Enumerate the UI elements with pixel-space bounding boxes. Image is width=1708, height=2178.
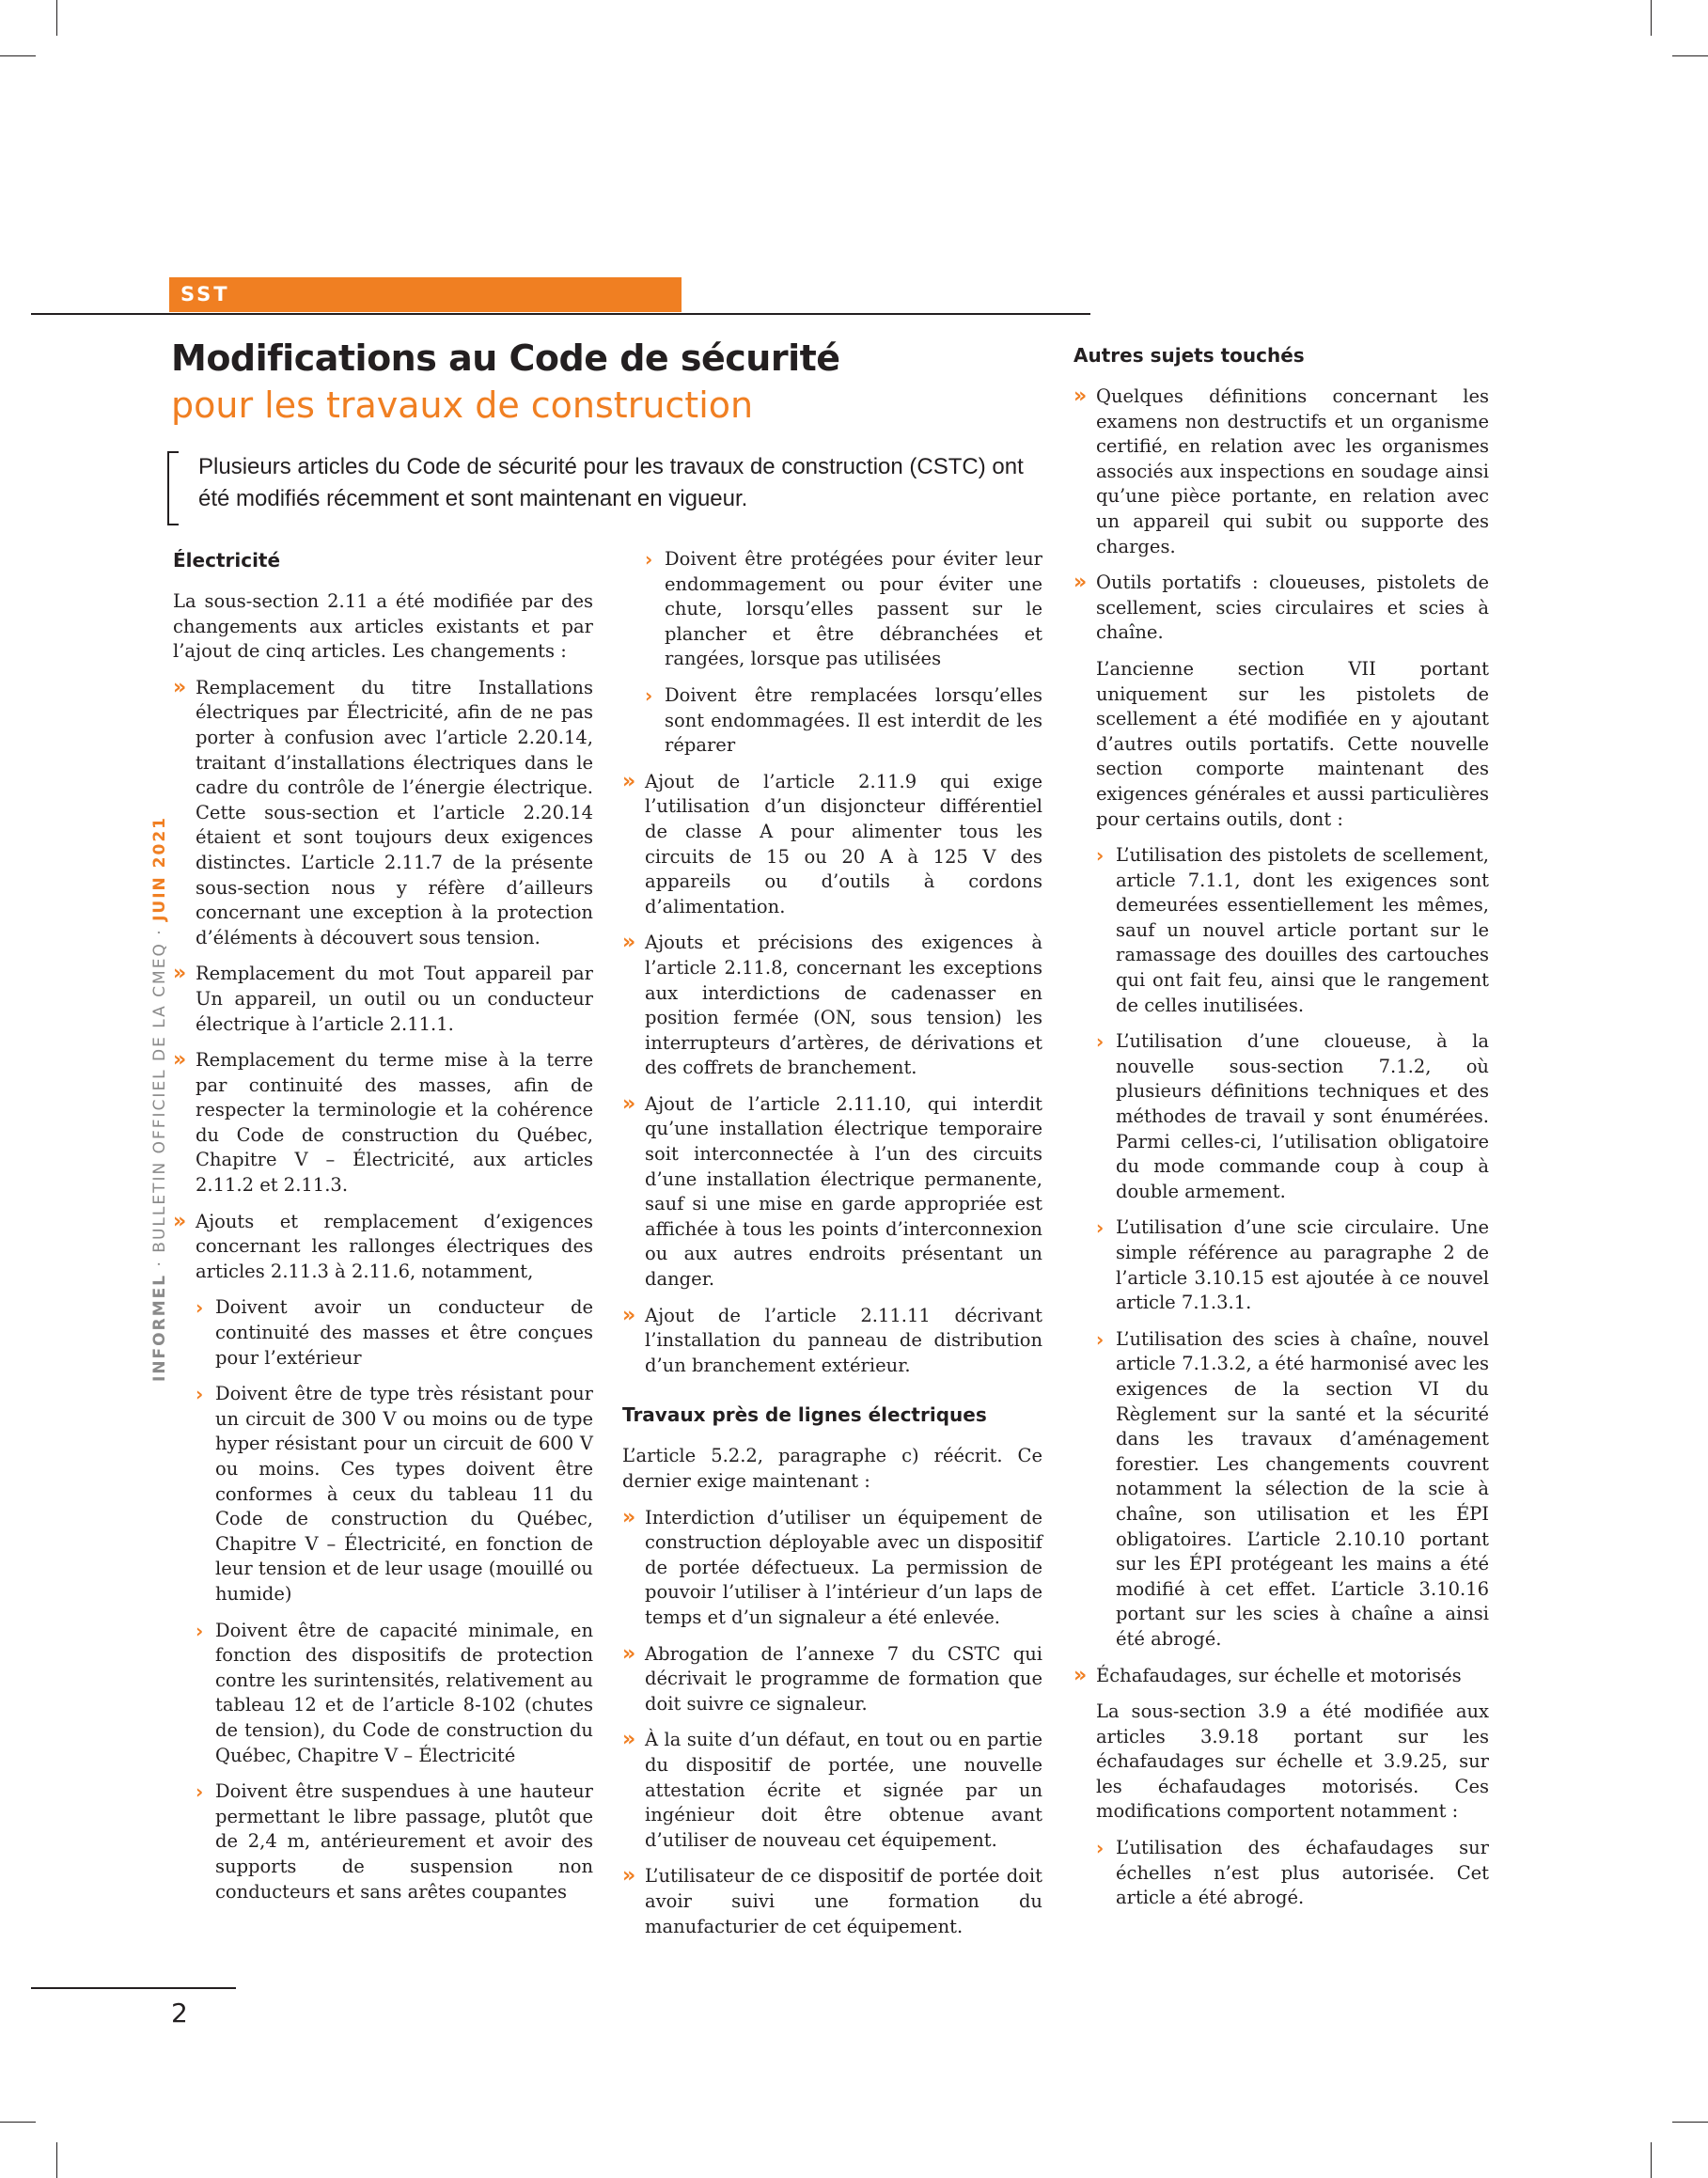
chevron-icon: › xyxy=(1096,1216,1105,1240)
list-item-text: À la suite d’un défaut, en tout ou en partie du dispositif de portée, une nouvelle attestation écrite et signée par un ingénieur doit être obtenue avant d’utiliser de nouveau cet équipement. xyxy=(645,1729,1042,1851)
sub-list-item xyxy=(1073,1215,1489,1315)
list-item-text: Doivent être de type très résistant pour un circuit de 300 V ou moins ou de type hyper résistant pour un circuit de 600 V ou moins. Ces types doivent être conformes à ceux du tableau 11 du Code de construction du Québec, Chapitre V – Électricité, en fonction de leur tension et de leur usage (mouillé ou humide) xyxy=(215,1383,593,1605)
list xyxy=(1073,384,1489,646)
list-item-text: Ajouts et remplacement d’exigences concernant les rallonges électriques des articles 2.11.3 à 2.11.6, notamment, xyxy=(196,1210,593,1282)
chevron-icon: › xyxy=(196,1296,204,1320)
double-chevron-icon: » xyxy=(173,675,187,699)
list-item xyxy=(173,676,593,951)
chevron-icon: › xyxy=(1096,844,1105,868)
sub-list-item xyxy=(173,1619,593,1769)
list-item xyxy=(622,1864,1042,1939)
list-item-text: Ajouts et précisions des exigences à l’article 2.11.8, concernant les exceptions aux interdictions de cadenasser en position fermée (ON, sous tension) les interrupteurs d’artères, de dérivations et des coffrets de branchement. xyxy=(645,932,1042,1079)
list xyxy=(622,547,1042,1378)
double-chevron-icon: » xyxy=(1073,384,1088,408)
list-item-text: Abrogation de l’annexe 7 du CSTC qui décrivait le programme de formation que doit suivre ce signaleur. xyxy=(645,1642,1042,1715)
list xyxy=(1073,1836,1489,1911)
list-item xyxy=(173,1210,593,1285)
double-chevron-icon: » xyxy=(622,1728,636,1752)
double-chevron-icon: » xyxy=(173,962,187,986)
paragraph: L’ancienne section VII portant uniquement sur les pistolets de scellement a été modifiée en y ajoutant d’autres outils portatifs. Cette nouvelle section comporte maintenant des exigences générales et aussi particulières pour certains outils, dont : xyxy=(1096,657,1489,830)
list-item-text: L’utilisation des pistolets de scellement, article 7.1.1, dont les exigences sont demeurées essentiellement les mêmes, sauf un nouvel article portant sur le ramassage des douilles des cartouches qui ont fait feu, ainsi que le rangement de celles inutilisées. xyxy=(1116,844,1489,1016)
crop-mark xyxy=(1651,0,1652,36)
sub-list-item xyxy=(173,1295,593,1371)
column-3 xyxy=(1073,343,1489,1922)
list-item xyxy=(622,770,1042,920)
list-item xyxy=(622,931,1042,1081)
list-item xyxy=(622,1506,1042,1631)
list-item-text: Remplacement du terme mise à la terre par continuité des masses, afin de respecter la terminologie et la cohérence du Code de construction du Québec, Chapitre V – Électricité, aux articles 2.11.2 et 2.11.3. xyxy=(196,1049,593,1197)
list-item-text: L’utilisation des scies à chaîne, nouvel article 7.1.3.2, a été harmonisé avec les exigences de la section VI du Règlement sur la santé et la sécurité dans les travaux d’aménagement forestier. Les changements couvrent notamment la sélection de la scie à chaîne, son utilisation et les ÉPI obligatoires. L’article 2.10.10 portant sur les ÉPI protégeant les mains a été modifié à cet effet. L’article 3.10.16 portant sur les scies à chaîne a ainsi été abrogé. xyxy=(1116,1327,1489,1650)
section-heading-lignes: Travaux près de lignes électriques xyxy=(622,1403,987,1427)
section-tag: SST xyxy=(169,277,682,312)
crop-mark xyxy=(56,2142,57,2178)
double-chevron-icon: » xyxy=(173,1048,187,1073)
sub-list-item xyxy=(1073,1327,1489,1653)
list-item-text: L’utilisation des échafaudages sur échelles n’est plus autorisée. Cet article a été abrogé. xyxy=(1116,1837,1489,1909)
sidebar-publication xyxy=(150,816,169,1382)
list-item-text: Remplacement du mot Tout appareil par Un appareil, un outil ou un conducteur électrique à l’article 2.11.1. xyxy=(196,963,593,1035)
sub-list-item xyxy=(173,1382,593,1606)
sub-list-item xyxy=(1073,1836,1489,1911)
double-chevron-icon: » xyxy=(622,931,636,955)
header-rule xyxy=(31,313,1090,315)
crop-mark xyxy=(1651,2142,1652,2178)
sub-list-item xyxy=(1073,1029,1489,1204)
list-item xyxy=(173,962,593,1037)
list-item-text: L’utilisateur de ce dispositif de portée doit avoir suivi une formation du manufacturier de cet équipement. xyxy=(645,1865,1042,1937)
sub-list-item xyxy=(173,1779,593,1904)
sub-list-item xyxy=(622,683,1042,759)
chevron-icon: › xyxy=(196,1383,204,1406)
list-item-text: Quelques définitions concernant les examens non destructifs et un organisme certifié, en relation avec les organismes associés aux inspections en soudage ainsi qu’une pièce portante, en relation avec un appareil qui subit ou supporte des charges. xyxy=(1096,385,1489,557)
list-item-text: Outils portatifs : cloueuses, pistolets de scellement, scies circulaires et scies à chaîne. xyxy=(1096,572,1489,644)
chevron-icon: › xyxy=(1096,1837,1105,1860)
column-1 xyxy=(173,548,593,1916)
chevron-icon: › xyxy=(645,548,653,571)
list-item xyxy=(622,1304,1042,1379)
sidebar-date: JUIN 2021 xyxy=(150,816,169,921)
list-item xyxy=(622,1092,1042,1293)
double-chevron-icon: » xyxy=(173,1209,187,1233)
section-heading-autres: Autres sujets touchés xyxy=(1073,344,1305,367)
sidebar-separator: · xyxy=(150,928,169,935)
article-title: Modifications au Code de sécurité xyxy=(171,337,840,379)
sidebar-separator: · xyxy=(150,1260,169,1267)
paragraph: L’article 5.2.2, paragraphe c) réécrit. Ce dernier exige maintenant : xyxy=(622,1445,1042,1492)
list-item-text: Interdiction d’utiliser un équipement de construction déployable avec un dispositif de portée défectueux. La permission de pouvoir l’utiliser à l’intérieur d’un laps de temps et d’un signaleur a été enlevée. xyxy=(645,1506,1042,1628)
article-subtitle: pour les travaux de construction xyxy=(171,384,754,426)
crop-mark xyxy=(0,2122,36,2123)
double-chevron-icon: » xyxy=(622,1505,636,1529)
list-item xyxy=(622,1642,1042,1717)
list-item-text: L’utilisation d’une cloueuse, à la nouvelle sous-section 7.1.2, où plusieurs définitions techniques et des méthodes de travail y sont énumérées. Parmi celles-ci, l’utilisation obligatoire du mode commande coup à coup à double armement. xyxy=(1116,1030,1489,1202)
footer-rule xyxy=(31,1987,236,1989)
list-item-text: Remplacement du titre Installations électriques par Électricité, afin de ne pas porter à confusion avec l’article 2.20.14, traitant d’installations électriques dans le cadre du contrôle de l’énergie électrique. Cette sous-section et l’article 2.20.14 étaient et sont toujours deux exigences distinctes. L’article 2.11.7 de la présente sous-section nous y réfère d’ailleurs concernant une exception à la protection d’éléments à découvert sous tension. xyxy=(196,676,593,948)
chevron-icon: › xyxy=(1096,1030,1105,1054)
intro-bracket xyxy=(167,451,179,525)
chevron-icon: › xyxy=(196,1619,204,1642)
double-chevron-icon: » xyxy=(622,1864,636,1888)
crop-mark xyxy=(0,55,36,56)
list-item xyxy=(1073,384,1489,559)
article-intro: Plusieurs articles du Code de sécurité pour les travaux de construction (CSTC) ont été modifiés récemment et sont maintenant en vigueur. xyxy=(198,454,1024,511)
sidebar-subtitle: BULLETIN OFFICIEL DE LA CMEQ xyxy=(150,942,169,1253)
list-item xyxy=(173,1048,593,1199)
list-item-text: Doivent être de capacité minimale, en fonction des dispositifs de protection contre les surintensités, relativement au tableau 12 et de l’article 8-102 (chutes de tension), du Code de construction du Québec, Chapitre V – Électricité xyxy=(215,1619,593,1766)
list-item xyxy=(622,1728,1042,1853)
sidebar-brand: INFORMEL xyxy=(150,1273,169,1382)
sub-list-item xyxy=(622,547,1042,672)
list-item-text: Ajout de l’article 2.11.11 décrivant l’installation du panneau de distribution d’un branchement extérieur. xyxy=(645,1304,1042,1376)
crop-mark xyxy=(1672,2122,1708,2123)
paragraph: La sous-section 3.9 a été modifiée aux articles 3.9.18 portant sur les échafaudages sur échelle et 3.9.25, sur les échafaudages motorisés. Ces modifications comportent notamment : xyxy=(1096,1700,1489,1823)
double-chevron-icon: » xyxy=(1073,571,1088,595)
list xyxy=(1073,843,1489,1688)
list-item-text: Doivent être suspendues à une hauteur permettant le libre passage, plutôt que de 2,4 m, antérieurement et avoir des supports de suspension non conducteurs et sans arêtes coupantes xyxy=(215,1780,593,1903)
section-heading-electricite: Électricité xyxy=(173,549,281,572)
double-chevron-icon: » xyxy=(622,1303,636,1327)
double-chevron-icon: » xyxy=(1073,1663,1088,1687)
list-item xyxy=(1073,1664,1489,1689)
double-chevron-icon: » xyxy=(622,1091,636,1116)
chevron-icon: › xyxy=(1096,1327,1105,1351)
paragraph: La sous-section 2.11 a été modifiée par des changements aux articles existants et par l’ajout de cinq articles. Les changements : xyxy=(173,590,593,663)
column-2 xyxy=(622,547,1042,1951)
sub-list-item xyxy=(1073,843,1489,1018)
list-item xyxy=(1073,571,1489,646)
list-item-text: Doivent être protégées pour éviter leur endommagement ou pour éviter une chute, lorsqu’elles passent sur le plancher et être débranchées et rangées, lorsque pas utilisées xyxy=(665,548,1042,670)
list-item-text: Échafaudages, sur échelle et motorisés xyxy=(1096,1664,1462,1686)
list xyxy=(173,676,593,1904)
chevron-icon: › xyxy=(196,1780,204,1804)
double-chevron-icon: » xyxy=(622,769,636,793)
page-number: 2 xyxy=(171,1998,188,2029)
double-chevron-icon: » xyxy=(622,1641,636,1666)
crop-mark xyxy=(56,0,57,36)
list xyxy=(622,1506,1042,1940)
list-item-text: Ajout de l’article 2.11.10, qui interdit qu’une installation électrique temporaire soit interconnectée à l’un des circuits d’une installation électrique permanente, sauf si une mise en garde appropriée est affichée à tous les points d’interconnexion ou aux autres endroits présentant un danger. xyxy=(645,1092,1042,1291)
list-item-text: L’utilisation d’une scie circulaire. Une simple référence au paragraphe 2 de l’article 3.10.15 est ajoutée à ce nouvel article 7.1.3.1. xyxy=(1116,1216,1489,1314)
chevron-icon: › xyxy=(645,683,653,707)
list-item-text: Ajout de l’article 2.11.9 qui exige l’utilisation d’un disjoncteur différentiel de classe A pour alimenter tous les circuits de 15 ou 20 A à 125 V des appareils ou d’outils à cordons d’alimentation. xyxy=(645,770,1042,917)
crop-mark xyxy=(1672,55,1708,56)
list-item-text: Doivent être remplacées lorsqu’elles sont endommagées. Il est interdit de les réparer xyxy=(665,683,1042,757)
list-item-text: Doivent avoir un conducteur de continuité des masses et être conçues pour l’extérieur xyxy=(215,1296,593,1369)
